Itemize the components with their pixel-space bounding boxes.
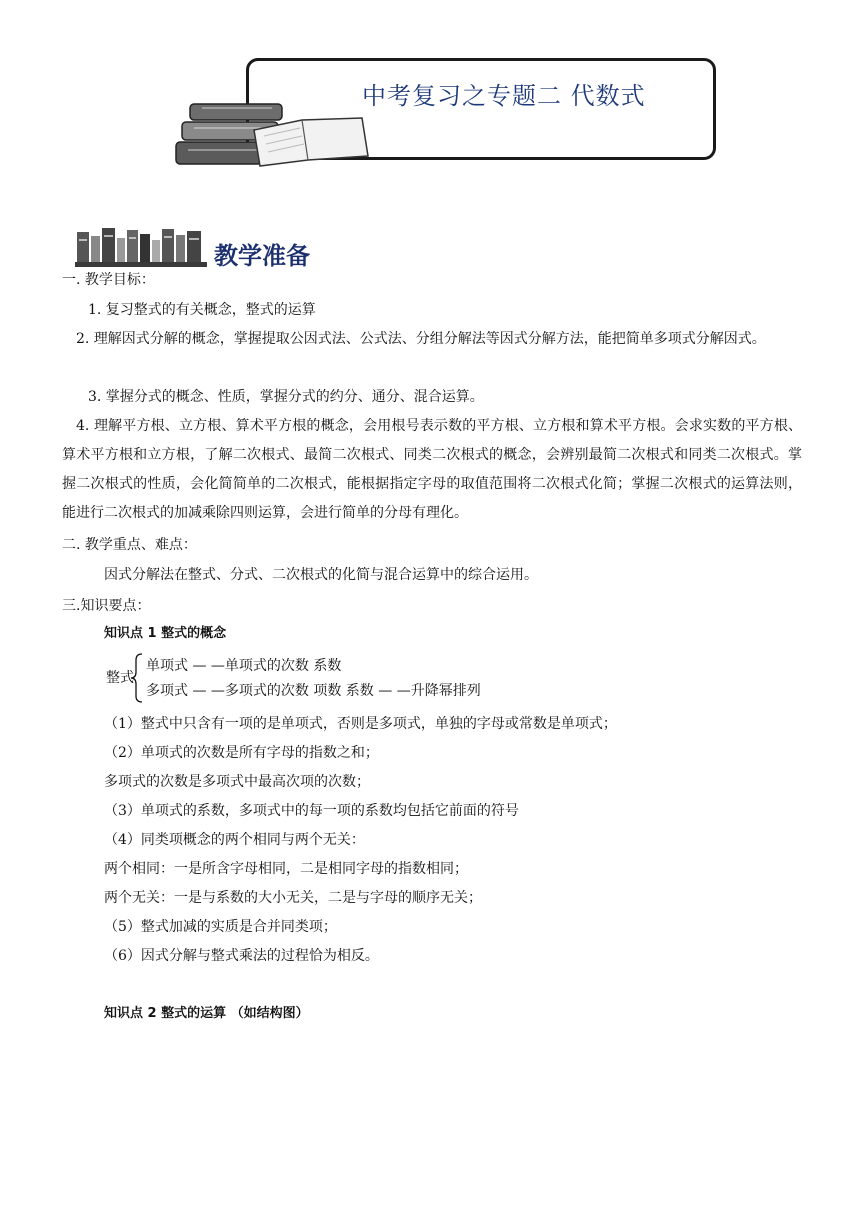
bookshelf-icon: [75, 226, 207, 268]
note-6: 两个相同：一是所含字母相同，二是相同字母的指数相同；: [104, 861, 468, 877]
note-3: 多项式的次数是多项式中最高次项的次数；: [104, 774, 370, 790]
knowledge-point-2-title: 知识点 2 整式的运算 （如结构图）: [104, 1006, 309, 1021]
knowledge-heading: 三.知识要点：: [62, 598, 151, 614]
note-8: （5）整式加减的实质是合并同类项；: [104, 919, 337, 935]
brace-icon: [130, 652, 144, 704]
section-title: 教学准备: [214, 242, 310, 270]
goal-item-1: 1. 复习整式的有关概念，整式的运算: [88, 302, 316, 318]
brace-line-polynomial: 多项式 — —多项式的次数 项数 系数 — —升降幂排列: [146, 683, 481, 699]
note-4: （3）单项式的系数，多项式中的每一项的系数均包括它前面的符号: [104, 803, 519, 819]
brace-line-monomial: 单项式 — —单项式的次数 系数: [146, 658, 342, 674]
key-points-text: 因式分解法在整式、分式、二次根式的化简与混合运算中的综合运用。: [104, 567, 538, 583]
note-7: 两个无关：一是与系数的大小无关，二是与字母的顺序无关；: [104, 890, 482, 906]
knowledge-point-1-title: 知识点 1 整式的概念: [104, 626, 227, 641]
page-title: 中考复习之专题二 代数式: [362, 82, 646, 110]
note-5: （4）同类项概念的两个相同与两个无关：: [104, 832, 365, 848]
goals-heading: 一. 教学目标：: [62, 272, 155, 288]
brace-label: 整式: [106, 670, 134, 686]
goal-item-2: 2. 理解因式分解的概念，掌握提取公因式法、公式法、分组分解法等因式分解方法，能把简单多项式分解因式。: [76, 331, 766, 347]
key-points-heading: 二. 教学重点、难点：: [62, 537, 197, 553]
note-2: （2）单项式的次数是所有字母的指数之和；: [104, 745, 379, 761]
note-9: （6）因式分解与整式乘法的过程恰为相反。: [104, 948, 379, 964]
goal-item-3: 3. 掌握分式的概念、性质，掌握分式的约分、通分、混合运算。: [88, 389, 484, 405]
note-1: （1）整式中只含有一项的是单项式，否则是多项式，单独的字母或常数是单项式；: [104, 716, 617, 732]
goal-item-4: 4. 理解平方根、立方根、算术平方根的概念，会用根号表示数的平方根、立方根和算术平方根。会求实数的平方根、算术平方根和立方根，了解二次根式、最简二次根式、同类二次根式的概念，会辨别最简二次根式和同类二次根式。掌握二次根式的性质，会化简简单的二次根式，能根据指定字母的取值范围将二次根式化简；掌握二次根式的运算法则，能进行二次根式的加减乘除四则运算，会进行简单的分母有理化。: [62, 418, 802, 521]
books-icon: [172, 98, 372, 170]
